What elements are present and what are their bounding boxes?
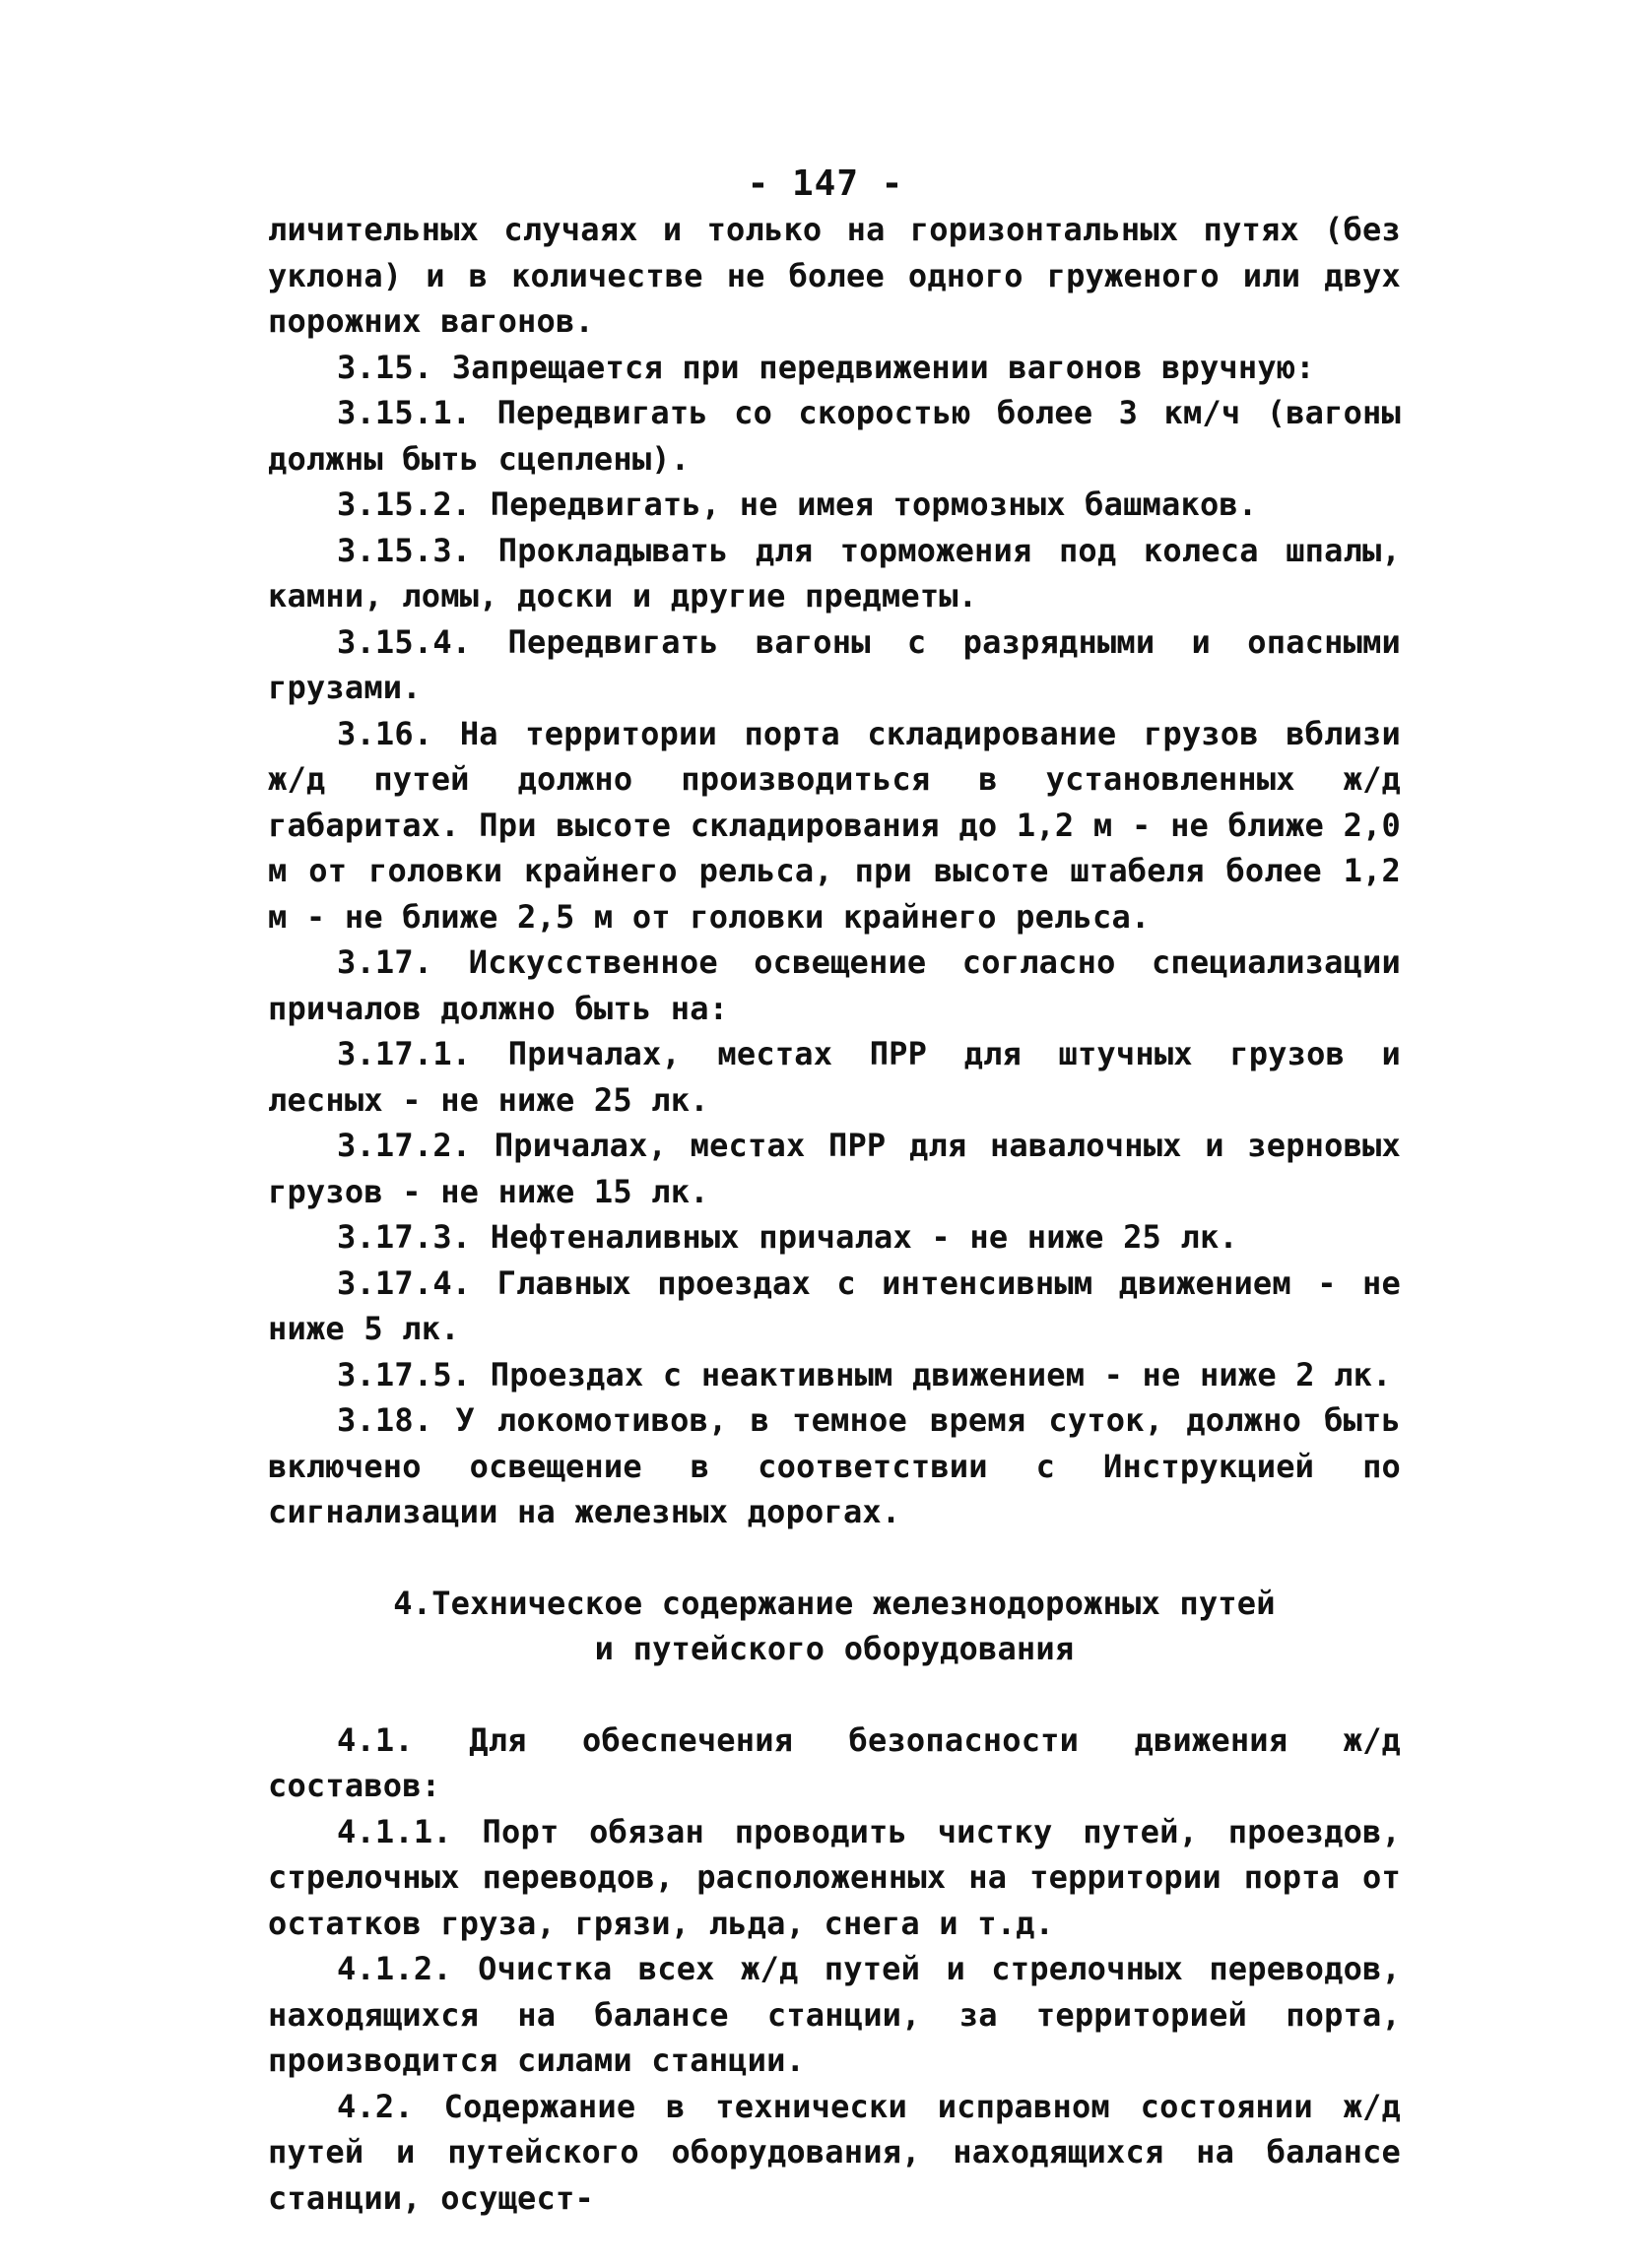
- paragraph-3-16: 3.16. На территории порта складирование грузов вблизи ж/д путей должно производиться в установленных ж/д габаритах. При высоте складирования до 1,2 м - не ближе 2,0 м от головки крайнего рельса, при высоте штабеля более 1,2 м - не ближе 2,5 м от головки крайнего рельса.: [268, 714, 1401, 936]
- paragraph-3-17-4: 3.17.4. Главных проездах с интенсивным движением - не ниже 5 лк.: [268, 1264, 1401, 1347]
- section-title-line-2: и путейского оборудования: [594, 1630, 1075, 1667]
- paragraph-4-1-1: 4.1.1. Порт обязан проводить чистку путей, проездов, стрелочных переводов, расположенных на территории порта от остатков груза, грязи, льда, снега и т.д.: [268, 1812, 1401, 1942]
- paragraph-3-17-1: 3.17.1. Причалах, местах ПРР для штучных грузов и лесных - не ниже 25 лк.: [268, 1035, 1401, 1119]
- paragraph-3-18: 3.18. У локомотивов, в темное время суток, должно быть включено освещение в соответствии с Инструкцией по сигнализации на железных дорогах.: [268, 1401, 1401, 1530]
- paragraph-3-15-2: 3.15.2. Передвигать, не имея тормозных башмаков.: [337, 486, 1258, 523]
- paragraph-3-17-2: 3.17.2. Причалах, местах ПРР для навалочных и зерновых грузов - не ниже 15 лк.: [268, 1127, 1401, 1210]
- document-body: [268, 207, 1401, 2221]
- paragraph-3-15-4: 3.15.4. Передвигать вагоны с разрядными и опасными грузами.: [268, 622, 1401, 706]
- paragraph-3-15: 3.15. Запрещается при передвижении вагонов вручную:: [337, 348, 1315, 386]
- page-number: - 147 -: [747, 163, 904, 204]
- paragraph: личительных случаях и только на горизонтальных путях (без уклона) и в количестве не более одного груженого или двух порожних вагонов.: [268, 211, 1401, 340]
- section-title-line-1: 4.Техническое содержание железнодорожных путей: [393, 1584, 1276, 1622]
- paragraph-3-15-3: 3.15.3. Прокладывать для торможения под колеса шпалы, камни, ломы, доски и другие предметы.: [268, 531, 1401, 615]
- paragraph-3-17-5: 3.17.5. Проездах с неактивным движением - не ниже 2 лк.: [337, 1355, 1392, 1393]
- paragraph-4-2: 4.2. Содержание в технически исправном состоянии ж/д путей и путейского оборудования, находящихся на балансе станции, осущест-: [268, 2087, 1401, 2217]
- paragraph-3-17: 3.17. Искусственное освещение согласно специализации причалов должно быть на:: [268, 943, 1401, 1027]
- paragraph-4-1-2: 4.1.2. Очистка всех ж/д путей и стрелочных переводов, находящихся на балансе станции, за территорией порта, производится силами станции.: [268, 1950, 1401, 2079]
- section-title: [268, 1581, 1401, 1672]
- paragraph-4-1: 4.1. Для обеспечения безопасности движения ж/д составов:: [268, 1720, 1401, 1804]
- paragraph-3-17-3: 3.17.3. Нефтеналивных причалах - не ниже 25 лк.: [337, 1218, 1238, 1256]
- paragraph-3-15-1: 3.15.1. Передвигать со скоростью более 3 км/ч (вагоны должны быть сцеплены).: [268, 394, 1401, 478]
